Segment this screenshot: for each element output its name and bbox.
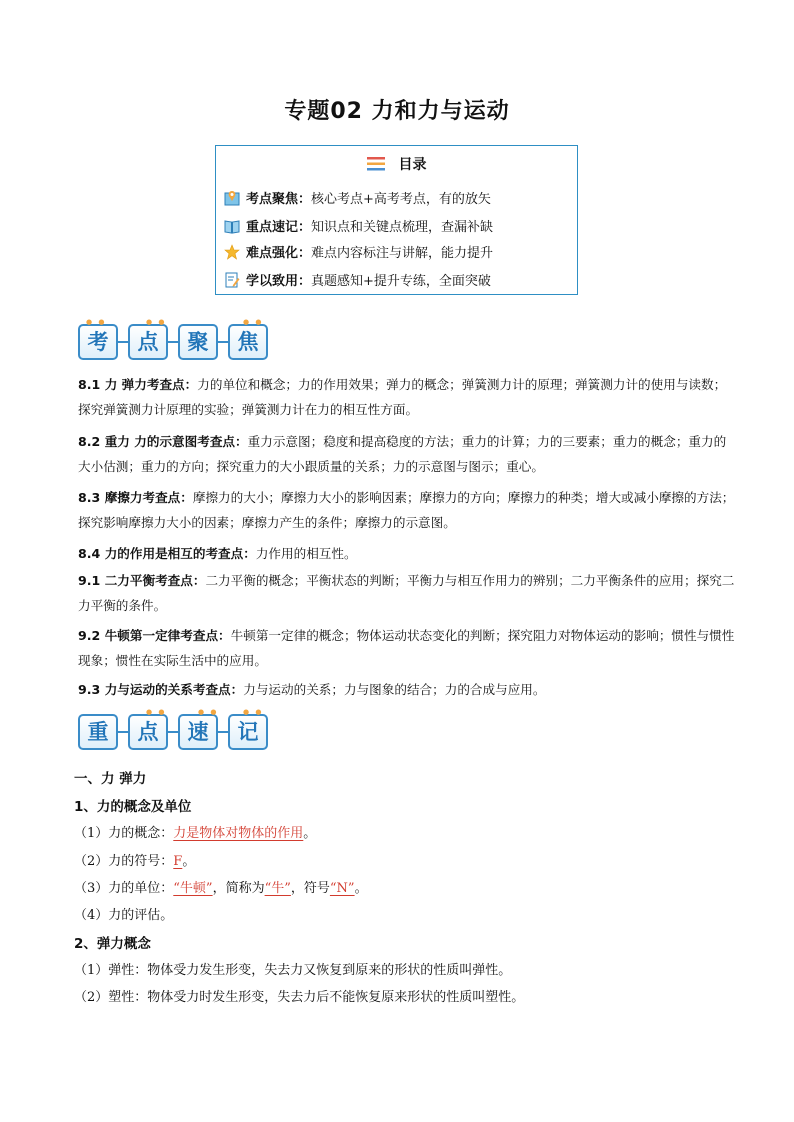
toc-item-difficulty: 难点强化：难点内容标注与讲解，能力提升	[224, 242, 493, 261]
section-heading: 一、力 弹力	[74, 771, 147, 787]
subsection-heading: 2、弹力概念	[74, 936, 151, 952]
point-9-2: 9.2 牛顿第一定律考查点：牛顿第一定律的概念；物体运动状态变化的判断；探究阻力对物体运动的影响；惯性与惯性现象；惯性在实际生活中的应用。	[78, 628, 735, 668]
table-of-contents	[215, 145, 578, 295]
banner-tile: 焦	[228, 324, 268, 360]
list-icon	[367, 157, 385, 171]
answer-text: “牛顿”	[173, 881, 213, 896]
toc-heading: 目录	[216, 154, 577, 174]
page-title: 专题02 力和力与运动	[284, 99, 510, 124]
banner-tile: 点	[128, 324, 168, 360]
edit-document-icon	[224, 272, 240, 288]
toc-item-notes: 重点速记：知识点和关键点梳理，查漏补缺	[224, 216, 493, 235]
point-8-3: 8.3 摩擦力考查点：摩擦力的大小；摩擦力大小的影响因素；摩擦力的方向；摩擦力的种类；增大或减小摩擦的方法；探究影响摩擦力大小的因素；摩擦力产生的条件；摩擦力的示意图。	[78, 490, 735, 530]
toc-item-practice: 学以致用：真题感知+提升专练，全面突破	[224, 270, 491, 289]
point-8-2: 8.2 重力 力的示意图考查点：重力示意图；稳度和提高稳度的方法；重力的计算；力的三要素；重力的概念；重力的大小估测；重力的方向；探究重力的大小跟质量的关系；力的示意图与图示；重心。	[78, 434, 727, 474]
note-line-4: （4）力的评估。	[74, 908, 174, 923]
book-icon	[224, 218, 240, 234]
banner-tile: 点	[128, 714, 168, 750]
banner-tile: 速	[178, 714, 218, 750]
map-pin-icon	[224, 190, 240, 206]
note-line-3: （3）力的单位：“牛顿”，简称为“牛”，符号“N”。	[74, 881, 368, 896]
answer-text: “N”	[329, 881, 355, 896]
point-8-4: 8.4 力的作用是相互的考查点：力作用的相互性。	[78, 546, 357, 561]
note-line-1: （1）力的概念：力是物体对物体的作用。	[74, 826, 317, 841]
answer-text: “牛”	[264, 881, 291, 896]
point-8-1: 8.1 力 弹力考查点：力的单位和概念；力的作用效果；弹力的概念；弹簧测力计的原理；弹簧测力计的使用与读数；探究弹簧测力计原理的实验；弹簧测力计在力的相互性方面。	[78, 377, 727, 417]
banner-tile: 聚	[178, 324, 218, 360]
note-line-5: （1）弹性：物体受力发生形变，失去力又恢复到原来的形状的性质叫弹性。	[74, 963, 512, 978]
answer-text: 力是物体对物体的作用	[173, 826, 304, 841]
answer-text: F	[173, 854, 183, 869]
banner-zhongdian-suji: 重 点 速 记 ● ● ● ● ● ●	[78, 710, 268, 752]
subsection-heading: 1、力的概念及单位	[74, 799, 192, 815]
banner-tile: 考	[78, 324, 118, 360]
note-line-2: （2）力的符号：F。	[74, 854, 196, 869]
note-line-6: （2）塑性：物体受力时发生形变，失去力后不能恢复原来形状的性质叫塑性。	[74, 990, 525, 1005]
banner-tile: 重	[78, 714, 118, 750]
star-icon	[224, 244, 240, 260]
banner-kaodian-jujiao: 考 点 聚 焦 ● ● ● ● ● ●	[78, 320, 268, 362]
point-9-1: 9.1 二力平衡考查点：二力平衡的概念；平衡状态的判断；平衡力与相互作用力的辨别；二力平衡条件的应用；探究二力平衡的条件。	[78, 573, 735, 613]
banner-tile: 记	[228, 714, 268, 750]
toc-item-focus: 考点聚焦：核心考点+高考考点，有的放矢	[224, 188, 491, 207]
point-9-3: 9.3 力与运动的关系考查点：力与运动的关系；力与图象的结合；力的合成与应用。	[78, 682, 546, 697]
